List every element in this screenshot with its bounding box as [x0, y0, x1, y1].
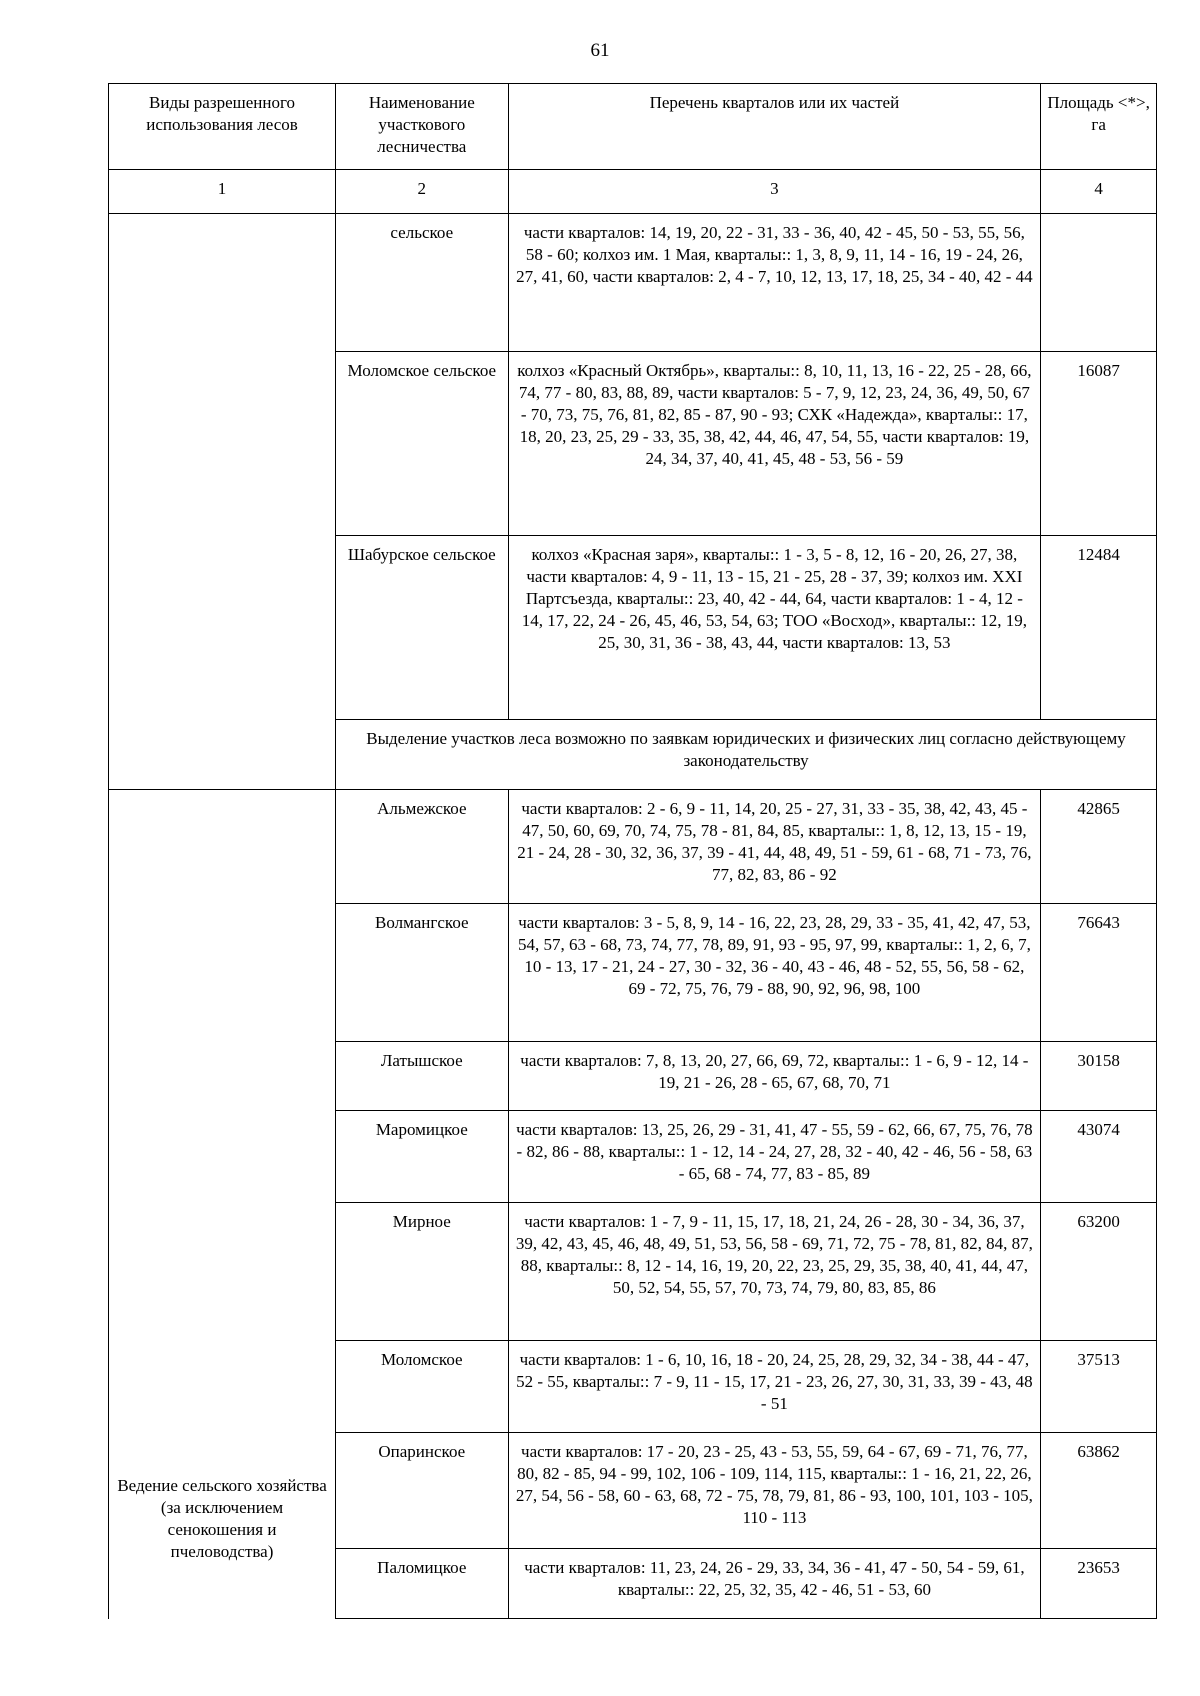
header-row — [109, 84, 1157, 170]
table-row — [109, 790, 1157, 904]
page-number: 61 — [590, 40, 610, 61]
header-area: Площадь <*>, га — [1041, 84, 1157, 170]
quarters-list: части кварталов: 13, 25, 26, 29 - 31, 41, 47 - 55, 59 - 62, 66, 67, 75, 76, 78 - 82, 86 - 88, кварталы:: 1 - 12, 14 - 24, 27, 28, 32 - 40, 42 - 46, 56 - 58, 63 - 65, 68 - 74, 77, 83 - 85, 89 — [508, 1111, 1041, 1203]
forestry-name: Мирное — [336, 1203, 508, 1341]
area-value: 12484 — [1041, 536, 1157, 720]
column-number: 2 — [336, 170, 508, 214]
quarters-list: части кварталов: 3 - 5, 8, 9, 14 - 16, 22, 23, 28, 29, 33 - 35, 41, 42, 47, 53, 54, 57, 63 - 68, 73, 74, 77, 78, 89, 91, 93 - 95, 97, 99, кварталы:: 1, 2, 6, 7, 10 - 13, 17 - 21, 24 - 27, 30 - 32, 36 - 40, 43 - 46, 48 - 52, 55, 56, 58 - 62, 69 - 72, 75, 76, 79 - 88, 90, 92, 96, 98, 100 — [508, 904, 1041, 1042]
table-row — [109, 214, 1157, 352]
area-value: 63200 — [1041, 1203, 1157, 1341]
area-value: 42865 — [1041, 790, 1157, 904]
allocation-note: Выделение участков леса возможно по заявкам юридических и физических лиц согласно действующему законодательству — [336, 720, 1157, 790]
header-quarters-list: Перечень кварталов или их частей — [508, 84, 1041, 170]
forestry-name: Моломское — [336, 1341, 508, 1433]
quarters-list: части кварталов: 14, 19, 20, 22 - 31, 33 - 36, 40, 42 - 45, 50 - 53, 55, 56, 58 - 60; колхоз им. 1 Мая, кварталы:: 1, 3, 8, 9, 11, 14 - 16, 19 - 24, 26, 27, 41, 60, части кварталов: 2, 4 - 7, 10, 12, 13, 17, 18, 25, 34 - 40, 42 - 44 — [508, 214, 1041, 352]
forestry-name: Латышское — [336, 1042, 508, 1111]
forestry-name: Альмежское — [336, 790, 508, 904]
area-value: 16087 — [1041, 352, 1157, 536]
area-value: 30158 — [1041, 1042, 1157, 1111]
quarters-list: части кварталов: 1 - 7, 9 - 11, 15, 17, 18, 21, 24, 26 - 28, 30 - 34, 36, 37, 39, 42, 43, 45, 46, 48, 49, 51, 53, 56, 58 - 69, 71, 72, 75 - 78, 81, 82, 84, 87, 88, кварталы:: 8, 12 - 14, 16, 19, 20, 22, 23, 25, 29, 35, 38, 40, 41, 44, 47, 50, 52, 54, 55, 57, 70, 73, 74, 79, 80, 83, 85, 86 — [508, 1203, 1041, 1341]
area-value — [1041, 214, 1157, 352]
quarters-list: части кварталов: 17 - 20, 23 - 25, 43 - 53, 55, 59, 64 - 67, 69 - 71, 76, 77, 80, 82 - 85, 94 - 99, 102, 106 - 109, 114, 115, кварталы:: 1 - 16, 21, 22, 26, 27, 54, 56 - 58, 60 - 63, 68, 72 - 75, 78, 79, 81, 86 - 93, 100, 101, 103 - 105, 110 - 113 — [508, 1433, 1041, 1549]
quarters-list: части кварталов: 7, 8, 13, 20, 27, 66, 69, 72, кварталы:: 1 - 6, 9 - 12, 14 - 19, 21 - 26, 28 - 65, 67, 68, 70, 71 — [508, 1042, 1041, 1111]
column-number: 1 — [109, 170, 336, 214]
area-value: 63862 — [1041, 1433, 1157, 1549]
column-number: 3 — [508, 170, 1041, 214]
forestry-name: Моломское сельское — [336, 352, 508, 536]
area-value: 37513 — [1041, 1341, 1157, 1433]
column-number: 4 — [1041, 170, 1157, 214]
forestry-name: Опаринское — [336, 1433, 508, 1549]
forestry-name: Волмангское — [336, 904, 508, 1042]
forestry-name: Шабурское сельское — [336, 536, 508, 720]
forestry-name: сельское — [336, 214, 508, 352]
forestry-name: Паломицкое — [336, 1549, 508, 1619]
usage-type-cell — [109, 214, 336, 790]
area-value: 23653 — [1041, 1549, 1157, 1619]
forest-quarters-table — [108, 83, 1157, 1619]
column-number-row — [109, 170, 1157, 214]
quarters-list: части кварталов: 2 - 6, 9 - 11, 14, 20, 25 - 27, 31, 33 - 35, 38, 42, 43, 45 - 47, 50, 60, 69, 70, 74, 75, 78 - 81, 84, 85, кварталы:: 1, 8, 12, 13, 15 - 19, 21 - 24, 28 - 30, 32, 36, 37, 39 - 41, 44, 48, 49, 51 - 59, 61 - 68, 71 - 73, 76, 77, 82, 83, 86 - 92 — [508, 790, 1041, 904]
quarters-list: части кварталов: 1 - 6, 10, 16, 18 - 20, 24, 25, 28, 29, 32, 34 - 38, 44 - 47, 52 - 55, кварталы:: 7 - 9, 11 - 15, 17, 21 - 23, 26, 27, 30, 31, 33, 39 - 43, 48 - 51 — [508, 1341, 1041, 1433]
header-forestry-name: Наименование участкового лесничества — [336, 84, 508, 170]
quarters-list: колхоз «Красный Октябрь», кварталы:: 8, 10, 11, 13, 16 - 22, 25 - 28, 66, 74, 77 - 80, 83, 88, 89, части кварталов: 5 - 7, 9, 12, 23, 24, 36, 49, 50, 67 - 70, 73, 75, 76, 81, 82, 85 - 87, 90 - 93; СХК «Надежда», кварталы:: 17, 18, 20, 23, 25, 29 - 33, 35, 38, 42, 44, 46, 47, 54, 55, части кварталов: 19, 24, 34, 37, 40, 41, 45, 48 - 53, 56 - 59 — [508, 352, 1041, 536]
usage-type-agriculture: Ведение сельского хозяйства (за исключением сенокошения и пчеловодства) — [109, 790, 336, 1619]
quarters-list: колхоз «Красная заря», кварталы:: 1 - 3, 5 - 8, 12, 16 - 20, 26, 27, 38, части кварталов: 4, 9 - 11, 13 - 15, 21 - 25, 28 - 37, 39; колхоз им. XXI Партсъезда, кварталы:: 23, 40, 42 - 44, 64, части кварталов: 1 - 4, 12 - 14, 17, 22, 24 - 26, 45, 46, 53, 54, 63; ТОО «Восход», кварталы:: 12, 19, 25, 30, 31, 36 - 38, 43, 44, части кварталов: 13, 53 — [508, 536, 1041, 720]
area-value: 76643 — [1041, 904, 1157, 1042]
forestry-name: Маромицкое — [336, 1111, 508, 1203]
header-usage-type: Виды разрешенного использования лесов — [109, 84, 336, 170]
area-value: 43074 — [1041, 1111, 1157, 1203]
quarters-list: части кварталов: 11, 23, 24, 26 - 29, 33, 34, 36 - 41, 47 - 50, 54 - 59, 61, кварталы:: 22, 25, 32, 35, 42 - 46, 51 - 53, 60 — [508, 1549, 1041, 1619]
